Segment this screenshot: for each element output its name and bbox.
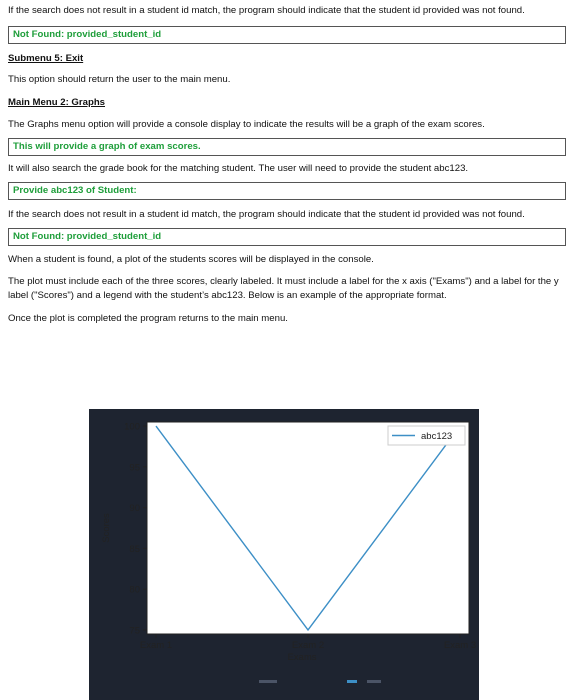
console-box-graph: This will provide a graph of exam scores. (8, 138, 566, 156)
x-axis-label: Exams (287, 652, 317, 663)
paragraph-search: It will also search the grade book for the matching student. The user will need to provide the student abc123. (8, 162, 469, 174)
plot-area (147, 422, 469, 634)
legend (388, 426, 465, 445)
console-strip (89, 680, 479, 700)
document-page (0, 0, 586, 327)
x-tick-label: Exam 2 (291, 640, 325, 651)
line-chart (89, 409, 479, 680)
heading-main-menu-graphs: Main Menu 2: Graphs (8, 96, 106, 108)
paragraph-plot-complete: Once the plot is completed the program returns to the main menu. (8, 312, 288, 324)
paragraph-plot-requirements: The plot must include each of the three scores, clearly labeled. It must include a label for the x axis ("Exams") and a label for the y label ("Scores") and a legend with the student’s abc123. Below is an example of the appropriate format. (8, 275, 559, 302)
x-tick-label: Exam 3 (443, 640, 477, 651)
y-tick-label: 100 (124, 421, 140, 433)
y-tick-label: 90 (129, 503, 140, 515)
x-tick-label: Exam 1 (139, 640, 173, 651)
paragraph-exit: This option should return the user to the main menu. (8, 74, 231, 86)
paragraph-not-found-2: If the search does not result in a student id match, the program should indicate that the student id provided was not found. (8, 208, 525, 220)
y-axis-label: Scores (101, 513, 112, 543)
y-tick-label: 85 (129, 543, 140, 555)
paragraph-not-found-1: If the search does not result in a student id match, the program should indicate that the student id provided was not found. (8, 5, 525, 16)
y-tick-label: 75 (129, 625, 140, 637)
heading-submenu-exit: Submenu 5: Exit (8, 52, 84, 64)
y-tick-label: 80 (129, 584, 140, 596)
legend-label-abc123: abc123 (421, 431, 453, 442)
console-box-not-found-2: Not Found: provided_student_id (8, 228, 566, 246)
console-box-provide-id: Provide abc123 of Student: (8, 182, 566, 200)
paragraph-student-found: When a student is found, a plot of the students scores will be displayed in the console. (8, 254, 374, 266)
console-box-not-found-1: Not Found: provided_student_id (8, 26, 566, 44)
chart-figure (89, 409, 479, 680)
y-tick-label: 95 (129, 462, 140, 474)
paragraph-graphs: The Graphs menu option will provide a console display to indicate the results will be a graph of the exam scores. (8, 119, 485, 131)
